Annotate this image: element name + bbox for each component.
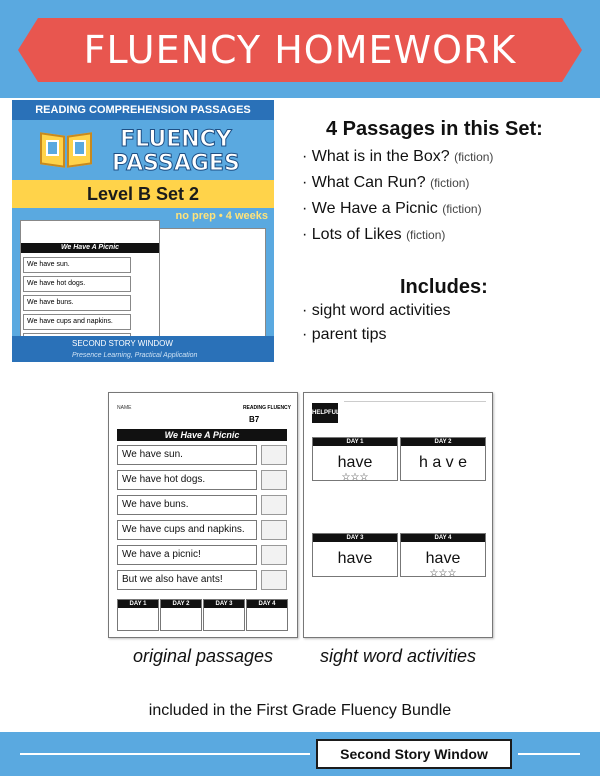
mini-line: We have sun.: [23, 257, 131, 273]
grill-icon: [261, 470, 287, 490]
title-ribbon: [38, 18, 562, 82]
passage-title: We Have A Picnic: [117, 429, 287, 441]
passages-list: [302, 146, 493, 250]
divider: [20, 753, 310, 755]
passage-line: We have buns.: [117, 495, 257, 515]
passage-line: We have sun.: [117, 445, 257, 465]
sight-word: have: [337, 550, 373, 567]
divider: [518, 753, 580, 755]
list-item: · Lots of Likes (fiction): [302, 226, 446, 243]
helpful-tips-badge: HELPFUL TIPS: [312, 403, 338, 423]
day-box: DAY 2: [160, 599, 202, 631]
passage-worksheet: [108, 392, 298, 638]
list-item: · We Have a Picnic (fiction): [302, 200, 482, 217]
cover-footer: [12, 336, 274, 362]
cover-tagline: no prep • 4 weeks: [175, 210, 268, 222]
passages-heading: 4 Passages in this Set:: [326, 118, 543, 140]
sun-icon: [261, 445, 287, 465]
top-band: [0, 0, 600, 98]
cover-brand-sub: Presence Learning, Practical Application: [72, 352, 198, 359]
open-book-icon: [40, 130, 94, 170]
list-item: · What Can Run? (fiction): [302, 174, 470, 191]
activity-cell: DAY 2 h a v e: [400, 437, 486, 481]
tips-text: [344, 401, 486, 431]
cover-brand: SECOND STORY WINDOW: [72, 339, 173, 348]
mini-sight-word-sheet: [150, 228, 266, 346]
passage-line: We have a picnic!: [117, 545, 257, 565]
passage-number: B7: [249, 415, 260, 424]
caption-sight-word-activities: sight word activities: [319, 646, 477, 666]
sight-word: have: [425, 550, 461, 567]
list-item: · sight word activities: [302, 302, 451, 319]
sight-word-worksheet: [303, 392, 493, 638]
cover-title-line1: FLUENCY: [120, 127, 232, 152]
cover-title-line2: PASSAGES: [112, 151, 240, 176]
brand-logo: Second Story Window: [316, 739, 512, 769]
activity-grid: [312, 437, 486, 633]
basket-icon: [261, 545, 287, 565]
mini-passage-sheet: [20, 220, 160, 352]
activity-cell: DAY 4 have ☆☆☆: [400, 533, 486, 577]
mini-line: We have hot dogs.: [23, 276, 131, 292]
sight-word-spaced: h a v e: [418, 454, 468, 471]
passage-line: We have hot dogs.: [117, 470, 257, 490]
buns-icon: [261, 495, 287, 515]
stars-icon: ☆☆☆: [429, 568, 457, 579]
includes-heading: Includes:: [400, 276, 488, 298]
day-box: DAY 3: [203, 599, 245, 631]
sight-word: have: [337, 454, 373, 471]
day-box: DAY 4: [246, 599, 288, 631]
stars-icon: ☆☆☆: [341, 472, 369, 483]
day-box: DAY 1: [117, 599, 159, 631]
list-item: · parent tips: [302, 326, 387, 343]
bundle-note: included in the First Grade Fluency Bundle: [148, 702, 452, 719]
passage-line: But we also have ants!: [117, 570, 257, 590]
ants-icon: [261, 570, 287, 590]
passage-line: We have cups and napkins.: [117, 520, 257, 540]
activity-cell: DAY 3 have: [312, 533, 398, 577]
cover-header: READING COMPREHENSION PASSAGES: [12, 100, 274, 120]
bottom-band: [0, 732, 600, 776]
includes-list: [302, 300, 451, 348]
product-cover: [12, 100, 274, 362]
caption-original-passages: original passages: [132, 646, 274, 666]
cover-title: [112, 128, 240, 176]
name-label: NAME: [117, 405, 132, 411]
mini-line: We have buns.: [23, 295, 131, 311]
day-tracker: [117, 599, 289, 631]
list-item: · What is in the Box? (fiction): [302, 148, 494, 165]
mini-line: We have cups and napkins.: [23, 314, 131, 330]
activity-cell: DAY 1 have ☆☆☆: [312, 437, 398, 481]
mini-passage-title: We Have A Picnic: [21, 243, 159, 253]
page-title: FLUENCY HOMEWORK: [83, 28, 517, 72]
cups-icon: [261, 520, 287, 540]
cover-level: Level B Set 2: [12, 180, 274, 208]
sheet-tag: READING FLUENCY: [242, 405, 291, 411]
